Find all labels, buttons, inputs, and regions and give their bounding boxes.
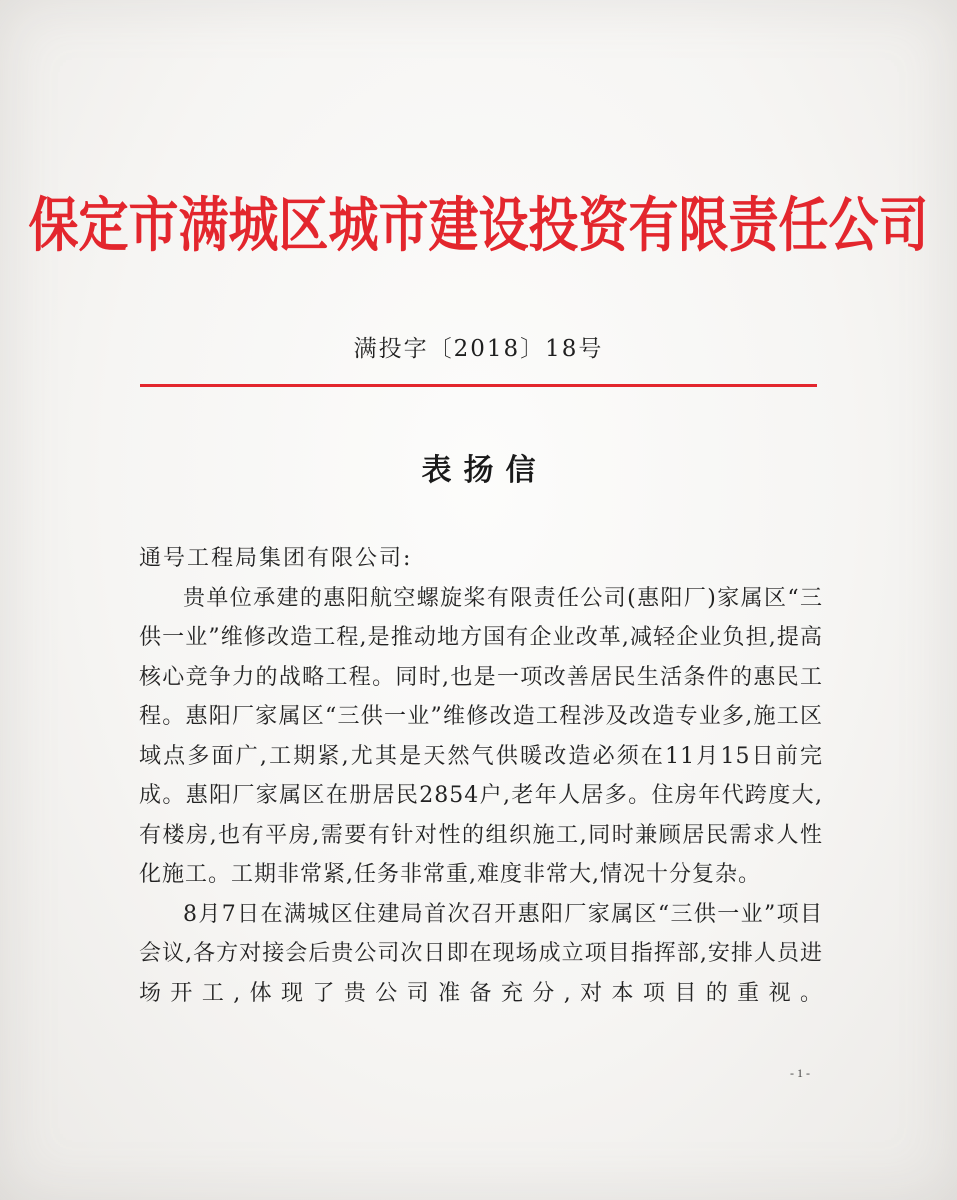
document-number: 满投字〔2018〕18号 — [353, 336, 604, 362]
page-number: - 1 - — [790, 1066, 810, 1080]
issuing-organization-header: 保定市满城区城市建设投资有限责任公司 — [28, 189, 929, 260]
letter-body — [139, 539, 823, 1013]
letter-title: 表扬信 — [421, 453, 548, 488]
red-divider-line — [140, 384, 817, 387]
body-paragraph-2: 8月7日在满城区住建局首次召开惠阳厂家属区“三供一业”项目会议,各方对接会后贵公司次日即在现场成立项目指挥部,安排人员进场开工,体现了贵公司准备充分,对本项目的重视。 — [139, 901, 823, 1006]
body-paragraph-1: 贵单位承建的惠阳航空螺旋桨有限责任公司(惠阳厂)家属区“三供一业”维修改造工程,是推动地方国有企业改革,减轻企业负担,提高核心竞争力的战略工程。同时,也是一项改善居民生活条件的惠民工程。惠阳厂家属区“三供一业”维修改造工程涉及改造专业多,施工区域点多面广,工期紧,尤其是天然气供暖改造必须在11月15日前完成。惠阳厂家属区在册居民2854户,老年人居多。住房年代跨度大,有楼房,也有平房,需要有针对性的组织施工,同时兼顾居民需求人性化施工。工期非常紧,任务非常重,难度非常大,情况十分复杂。 — [139, 585, 823, 887]
salutation: 通号工程局集团有限公司: — [139, 546, 413, 571]
